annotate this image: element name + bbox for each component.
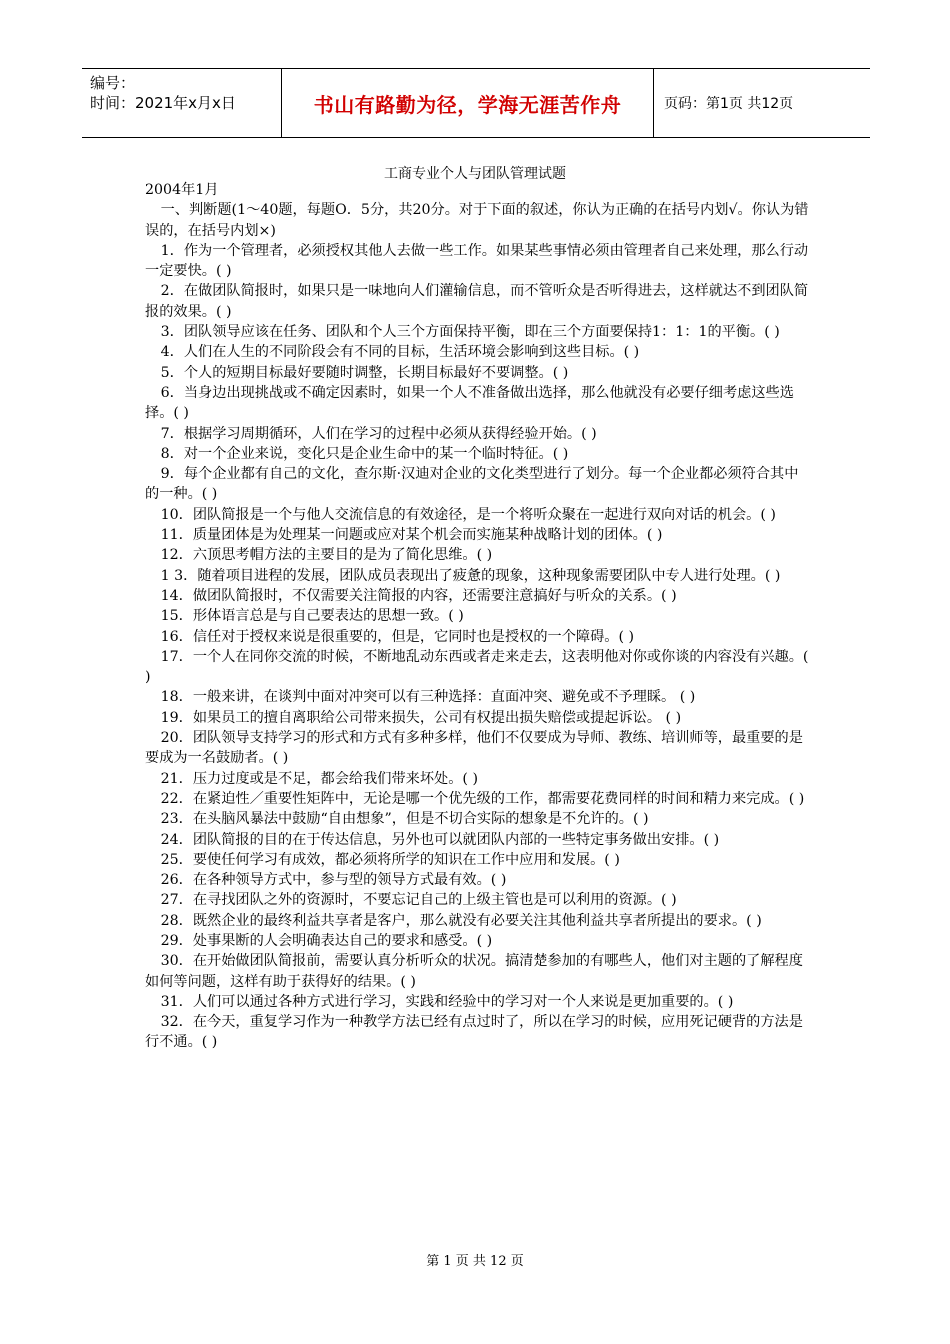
- question-item: 1．作为一个管理者，必须授权其他人去做一些工作。如果某些事情必须由管理者自己来处理，那么行动一定要快。( ): [145, 242, 809, 280]
- question-item: 8．对一个企业来说，变化只是企业生命中的某一个临时特征。( ): [160, 445, 569, 462]
- question-item: 30．在开始做团队简报前，需要认真分析听众的状况。搞清楚参加的有哪些人，他们对主题的了解程度如何等问题，这样有助于获得好的结果。( ): [145, 953, 803, 990]
- question-list: [145, 241, 810, 1053]
- header-page-info: 页码：第1页 共12页: [664, 96, 794, 112]
- number-label: 编号：: [90, 74, 136, 92]
- question-item: 7．根据学习周期循环，人们在学习的过程中必须从获得经验开始。( ): [160, 425, 597, 442]
- question-item: 19．如果员工的擅自离职给公司带来损失，公司有权提出损失赔偿或提起诉讼。 ( ): [160, 709, 682, 726]
- question-item: 5．个人的短期目标最好要随时调整，长期目标最好不要调整。( ): [160, 364, 569, 381]
- question-item: 17．一个人在同你交流的时候，不断地乱动东西或者走来走去，这表明他对你或你谈的内容没有兴趣。( ): [145, 648, 809, 686]
- header-motto: 书山有路勤为径，学海无涯苦作舟: [282, 69, 654, 137]
- question-item: 32．在今天，重复学习作为一种教学方法已经有点过时了，所以在学习的时候，应用死记硬背的方法是行不通。( ): [145, 1014, 803, 1051]
- question-item: 10．团队简报是一个与他人交流信息的有效途径，是一个将听众聚在一起进行双向对话的机会。( ): [160, 506, 776, 523]
- question-item: 2．在做团队简报时，如果只是一味地向人们灌输信息，而不管听众是否听得进去，这样就达不到团队简报的效果。( ): [145, 283, 809, 320]
- question-item: 15．形体语言总是与自己要表达的思想一致。( ): [160, 608, 464, 625]
- question-item: 29．处事果断的人会明确表达自己的要求和感受。( ): [160, 932, 493, 949]
- question-item: 24．团队简报的目的在于传达信息，另外也可以就团队内部的一些特定事务做出安排。( ): [160, 831, 720, 848]
- question-item: 16．信任对于授权来说是很重要的，但是，它同时也是授权的一个障碍。( ): [160, 628, 635, 645]
- page-header: [82, 68, 870, 138]
- question-item: 21．压力过度或是不足，都会给我们带来坏处。( ): [160, 770, 478, 787]
- section-intro: 一、判断题(1～40题，每题O．5分，共20分。对于下面的叙述，你认为正确的在括号内划√。你认为错误的，在括号内划×): [145, 202, 809, 239]
- question-item: 22．在紧迫性／重要性矩阵中，无论是哪一个优先级的工作，都需要花费同样的时间和精力来完成。( ): [160, 790, 805, 807]
- time-label: 时间：2021年x月x日: [90, 94, 236, 112]
- question-item: 6．当身边出现挑战或不确定因素时，如果一个人不准备做出选择，那么他就没有必要仔细考虑这些选择。( ): [145, 384, 794, 422]
- question-item: 9．每个企业都有自己的文化，查尔斯·汉迪对企业的文化类型进行了划分。每一个企业都必须符合其中的一种。( ): [145, 466, 799, 503]
- question-item: 18．一般来讲，在谈判中面对冲突可以有三种选择：直面冲突、避免或不予理睬。 ( ): [160, 689, 696, 706]
- question-item: 12．六顶思考帽方法的主要目的是为了简化思维。( ): [160, 547, 493, 564]
- question-item: 20．团队领导支持学习的形式和方式有多种多样，他们不仅要成为导师、教练、培训师等，最重要的是要成为一名鼓励者。( ): [145, 730, 803, 767]
- question-item: 28．既然企业的最终利益共享者是客户，那么就没有必要关注其他利益共享者所提出的要求。( ): [160, 912, 762, 929]
- header-meta: [82, 69, 282, 137]
- page-footer: 第 1 页 共 12 页: [426, 1254, 524, 1269]
- question-item: 4．人们在人生的不同阶段会有不同的目标，生活环境会影响到这些目标。( ): [160, 344, 640, 361]
- question-item: 3．团队领导应该在任务、团队和个人三个方面保持平衡，即在三个方面要保持1：1：1的平衡。( ): [160, 324, 780, 341]
- document-title: 工商专业个人与团队管理试题: [384, 166, 566, 182]
- question-item: 14．做团队简报时，不仅需要关注简报的内容，还需要注意搞好与听众的关系。( ): [160, 587, 677, 604]
- question-item: 23．在头脑风暴法中鼓励“自由想象”，但是不切合实际的想象是不允许的。( ): [160, 811, 649, 828]
- document-body: [145, 180, 810, 1053]
- question-item: 1 3．随着项目进程的发展，团队成员表现出了疲惫的现象，这种现象需要团队中专人进行处理。( ): [160, 567, 781, 584]
- document-date: 2004年1月: [145, 182, 219, 198]
- question-item: 26．在各种领导方式中，参与型的领导方式最有效。( ): [160, 872, 507, 889]
- question-item: 31．人们可以通过各种方式进行学习，实践和经验中的学习对一个人来说是更加重要的。( ): [160, 993, 734, 1010]
- question-item: 11．质量团体是为处理某一问题或应对某个机会而实施某种战略计划的团体。( ): [160, 527, 663, 544]
- question-item: 25．要使任何学习有成效，都必须将所学的知识在工作中应用和发展。( ): [160, 851, 620, 868]
- question-item: 27．在寻找团队之外的资源时，不要忘记自己的上级主管也是可以利用的资源。( ): [160, 892, 677, 909]
